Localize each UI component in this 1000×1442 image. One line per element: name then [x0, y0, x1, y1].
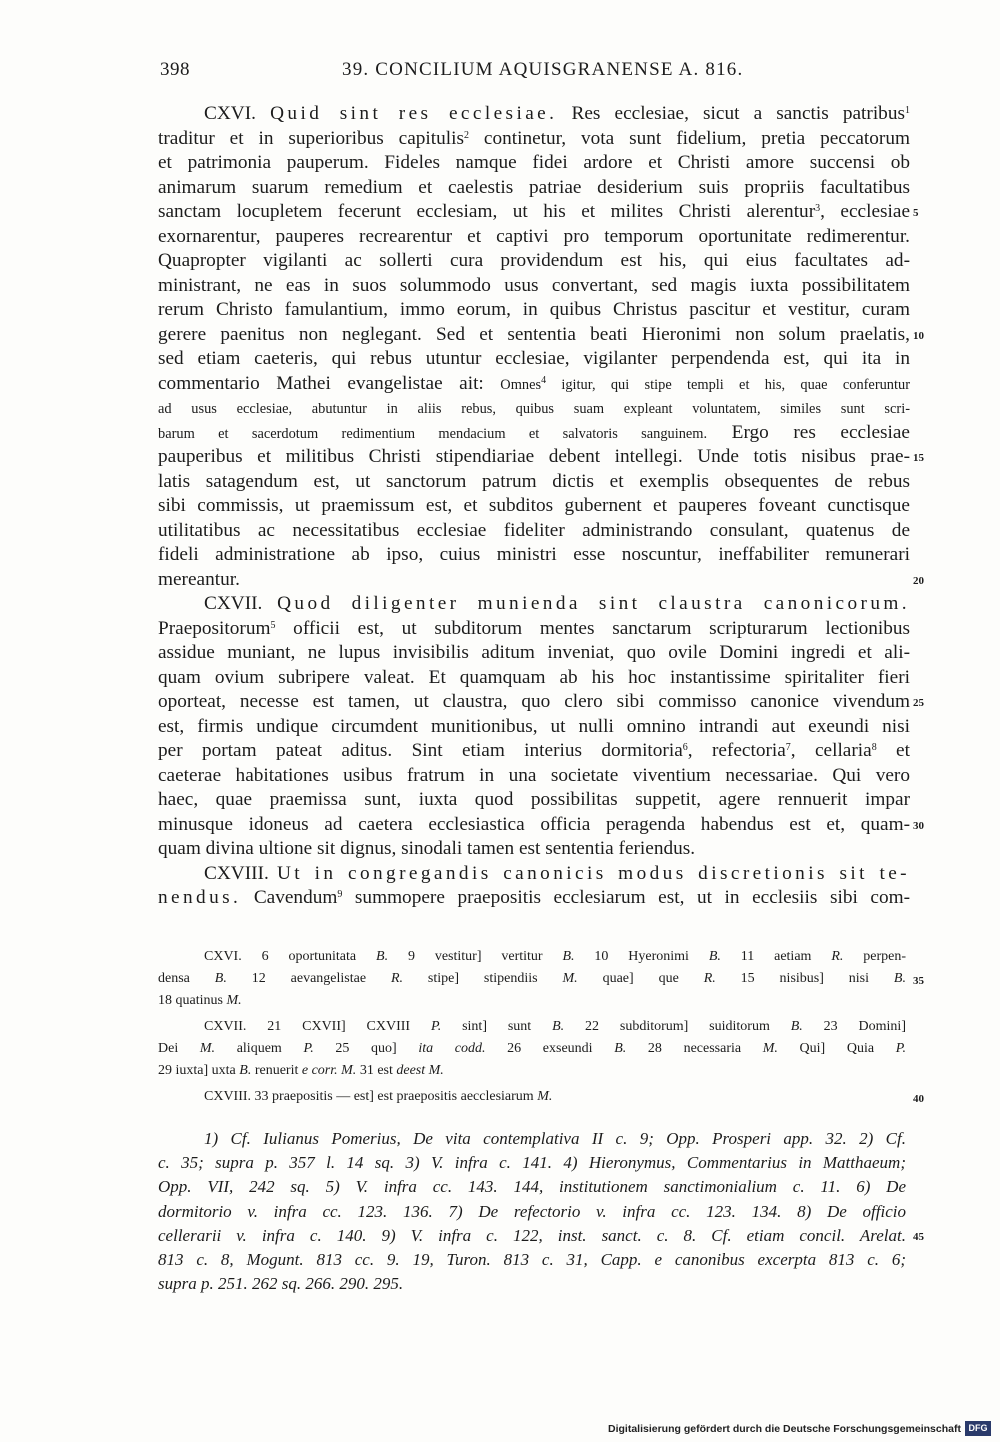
text-line: [158, 249, 910, 274]
text-segment: exornarentur, pauperes recrearentur et captivi pro temporum oportunitate redimerentur.: [158, 225, 910, 247]
text-segment: per portam pateat aditus. Sint etiam interius dormitoria: [158, 740, 683, 761]
text-line: [158, 421, 910, 446]
text-segment: 1): [204, 1129, 231, 1148]
text-segment: officii est, ut subditorum mentes sanctarum scripturarum lectionibus: [275, 617, 910, 639]
text-line: [158, 862, 910, 887]
text-segment: R.: [831, 949, 844, 964]
quotation-text: igitur, qui stipe templi et his, quae conferuntur: [546, 376, 910, 393]
text-line: [158, 127, 910, 152]
text-segment: CXVII.: [204, 593, 278, 614]
text-segment: c. 35; supra p. 357 l. 14 sq. 3) V. infra c. 141. 4) Hieronymus, Commentarius in Matthaeum;: [158, 1153, 906, 1173]
chapter-heading: nendus.: [158, 887, 242, 908]
text-segment: M.: [341, 1063, 357, 1078]
text-segment: P.: [303, 1041, 314, 1056]
text-line: [158, 788, 910, 813]
running-head: 39. CONCILIUM AQUISGRANENSE A. 816.: [342, 59, 744, 80]
text-segment: sed etiam caeteris, qui rebus utuntur ecclesiae, vigilanter perpendenda est, qui ita in: [158, 348, 910, 369]
text-line: [158, 666, 910, 691]
text-segment: perpen-: [843, 949, 907, 964]
text-segment: Ergo res ecclesiae: [707, 421, 910, 443]
text-line: [158, 494, 910, 519]
text-segment: gerere paenitus non neglegant. Sed et sententia beati Hieronimi non solum praelatis,: [158, 323, 910, 345]
page-number: 398: [160, 59, 190, 80]
quotation-text: barum et sacerdotum redimentium mendacium et salvatoris sanguinem.: [158, 425, 708, 442]
text-segment: B.: [893, 971, 906, 986]
text-line: [158, 470, 910, 495]
text-segment: cellerarii v. infra c. 140. 9) V. infra c. 122, inst. sanct. c. 8. Cf. etiam concil. Arelat.: [158, 1225, 906, 1245]
line-number: 25: [913, 697, 924, 709]
text-segment: 22 subditorum] suiditorum: [564, 1019, 791, 1034]
chapter-heading: Quod diligenter munienda sint claustra canonicorum.: [277, 593, 910, 614]
text-segment: commentario Mathei evangelistae ait:: [158, 372, 501, 394]
text-line: [158, 323, 910, 348]
line-number: 10: [913, 329, 924, 342]
text-line: [158, 176, 910, 201]
text-segment: mereantur.: [158, 568, 240, 590]
text-line: [158, 739, 910, 764]
line-number: 40: [913, 1093, 924, 1105]
text-segment: est, firmis undique circumdent munitionibus, ut nulli omnino intrandi aut exeundi nisi: [158, 715, 910, 737]
text-segment: sint] sunt: [441, 1019, 553, 1034]
text-line: [158, 372, 910, 397]
text-segment: R.: [703, 971, 716, 986]
main-text: [158, 102, 910, 911]
chapter-heading: Quid sint res ecclesiae.: [270, 103, 558, 124]
text-segment: renuerit: [251, 1063, 302, 1078]
text-segment: 12 aevangelistae: [226, 971, 391, 986]
text-segment: animarum suarum remedium et caelestis patriae desiderium suis propriis facultatibus: [158, 176, 910, 198]
footnote-marker: 7: [785, 742, 791, 753]
text-line: [158, 102, 910, 127]
line-number: 20: [913, 574, 924, 587]
text-segment: 813 c. 8, Mogunt. 813 cc. 9. 19, Turon. 813 c. 31, Capp. e canonibus excerpta 813 c. 6;: [158, 1249, 906, 1269]
text-line: [158, 690, 910, 715]
text-segment: 28 necessaria: [626, 1041, 763, 1056]
text-segment: B.: [376, 949, 389, 964]
text-line: [158, 641, 910, 666]
footnote-marker: 6: [682, 742, 688, 753]
text-segment: M.: [199, 1041, 216, 1056]
text-line: [158, 200, 910, 225]
footnote-line: [158, 1200, 906, 1224]
footnote-marker: 1: [904, 105, 910, 116]
text-segment: e corr.: [301, 1063, 338, 1078]
apparatus-line: [158, 990, 906, 1012]
text-segment: B.: [562, 949, 575, 964]
text-segment: 29 iuxta] uxta: [158, 1063, 240, 1078]
text-segment: Cavendum: [241, 887, 338, 908]
apparatus-line: [158, 1038, 906, 1060]
dfg-logo-icon: DFG: [965, 1421, 991, 1436]
text-segment: B.: [790, 1019, 803, 1034]
line-number: 35: [913, 975, 924, 987]
footnote-marker: 2: [463, 129, 469, 141]
text-segment: assidue muniant, ne lupus invisibilis aditum inveniat, quo ovile Domini ingredi et ali-: [158, 642, 910, 663]
text-line: [158, 298, 910, 323]
footnote-marker: 8: [871, 742, 877, 753]
critical-apparatus: [158, 946, 906, 1108]
text-segment: et: [876, 740, 910, 761]
text-segment: 10 Hyeronimi: [574, 949, 709, 964]
text-segment: B.: [214, 971, 227, 986]
text-line: [158, 445, 910, 470]
text-segment: CXVI. 6 oportunitata: [204, 949, 377, 964]
text-segment: M.: [428, 1063, 444, 1078]
text-segment: ministrant, ne eas in suos solummodo usus convertant, sed magis iuxta possibilitatem: [158, 274, 910, 296]
text-segment: , refectoria: [687, 740, 786, 761]
text-segment: B.: [708, 949, 721, 964]
text-segment: 25 quo]: [313, 1041, 419, 1056]
footnote-line: [158, 1175, 906, 1199]
footnote-marker: 3: [815, 203, 821, 214]
text-segment: sibi commissis, ut praemissum est, et subditos gubernent et pauperes foveant cunctisque: [158, 495, 910, 516]
text-line: [158, 813, 910, 838]
text-segment: Cf. Iulianus Pomerius, De vita contemplativa II c. 9; Opp. Prosperi app. 32. 2) Cf.: [230, 1129, 906, 1148]
text-line: [158, 225, 910, 250]
text-segment: M.: [562, 971, 578, 986]
text-segment: 11 aetiam: [720, 949, 832, 964]
apparatus-line: [158, 1086, 906, 1108]
text-segment: 23 Domini]: [802, 1019, 906, 1034]
line-number: 45: [913, 1230, 924, 1243]
text-segment: traditur et in superioribus capitulis: [158, 127, 464, 149]
footnote-line: [158, 1127, 906, 1151]
text-segment: quam divina ultione sit dignus, sinodali tamen est sententia feriendus.: [158, 838, 696, 859]
text-segment: latis satagendum est, ut sanctorum patrum dictis et exemplis obsequentes de rebus: [158, 470, 910, 492]
text-segment: ita codd.: [418, 1041, 486, 1056]
footnote-marker: 4: [541, 374, 547, 386]
text-segment: Opp. VII, 242 sq. 5) V. infra cc. 143. 144, institutionem sanctimonialium c. 11. 6) De: [158, 1177, 906, 1197]
text-line: [158, 715, 910, 740]
text-segment: et patrimonia pauperum. Fideles namque fidei ardore et Christi amore succensi ob: [158, 152, 910, 173]
text-segment: B.: [552, 1019, 565, 1034]
text-segment: haec, quae praemissa sunt, iuxta quod possibilitas suppetit, agere rennuerit impar: [158, 789, 910, 810]
text-segment: R.: [390, 971, 404, 986]
text-segment: pauperibus et militibus Christi stipendiariae debent intellegi. Unde totis nisibus prae-: [158, 446, 910, 467]
text-segment: CXVIII. 33 praepositis — est] est praepositis aecclesiarum: [204, 1089, 538, 1104]
footnote-line: [158, 1272, 906, 1296]
text-segment: deest: [396, 1063, 426, 1078]
text-line: [158, 151, 910, 176]
text-segment: CXVI.: [204, 103, 271, 124]
footnote-line: [158, 1151, 906, 1175]
text-segment: quae] que: [577, 971, 704, 986]
text-segment: 31 est: [356, 1063, 397, 1078]
text-segment: Praepositorum: [158, 617, 271, 639]
text-line: [158, 764, 910, 789]
text-segment: Qui] Quia: [777, 1041, 896, 1056]
text-segment: minusque idoneus ad caetera ecclesiastica officia peragenda habendus est et, quam-: [158, 813, 910, 835]
text-segment: summopere praepositis ecclesiarum est, ut in ecclesiis sibi com-: [342, 887, 910, 908]
text-line: [158, 568, 910, 593]
source-footnotes: [158, 1127, 906, 1296]
text-segment: stipe] stipendiis: [403, 971, 563, 986]
line-number: 5: [913, 207, 919, 219]
apparatus-line: [158, 1060, 906, 1082]
apparatus-line: [158, 946, 906, 968]
text-segment: , cellaria: [790, 740, 872, 761]
text-segment: densa: [158, 971, 215, 986]
line-number: 30: [913, 819, 924, 832]
text-line: [158, 592, 910, 617]
text-segment: utilitatibus ac necessitatibus ecclesiae fideliter administrando consulant, quatenus de: [158, 519, 910, 541]
text-line: [158, 274, 910, 299]
text-line: [158, 837, 910, 862]
text-segment: B.: [239, 1063, 252, 1078]
text-segment: Quapropter vigilanti ac sollerti cura providendum est his, qui eius facultates ad-: [158, 250, 910, 271]
quotation-text: ad usus ecclesiae, abutuntur in aliis rebus, quibus suam expleant voluntatem, similes sunt scri-: [158, 401, 910, 417]
text-segment: 15 nisibus] nisi: [715, 971, 894, 986]
text-line: [158, 347, 910, 372]
text-segment: aliquem: [215, 1041, 304, 1056]
quotation-text: Omnes: [500, 376, 542, 393]
text-segment: CXVIII.: [204, 862, 277, 884]
text-segment: CXVII. 21 CXVII] CXVIII: [204, 1019, 431, 1034]
text-line: [158, 519, 910, 544]
footnote-line: [158, 1224, 906, 1248]
text-segment: , ecclesiae: [820, 201, 910, 222]
apparatus-line: [158, 1016, 906, 1038]
text-segment: Dei: [158, 1041, 200, 1056]
text-segment: sanctam locupletem fecerunt ecclesiam, ut his et milites Christi alerentur: [158, 201, 816, 222]
dfg-credit: Digitalisierung gefördert durch die Deutsche Forschungsgemeinschaft: [608, 1423, 961, 1435]
footnote-line: [158, 1248, 906, 1272]
text-segment: continetur, vota sunt fidelium, pretia peccatorum: [468, 127, 910, 149]
text-line: [158, 543, 910, 568]
text-segment: Res ecclesiae, sicut a sanctis patribus: [557, 103, 905, 124]
text-segment: dormitorio v. infra cc. 123. 136. 7) De refectorio v. infra cc. 123. 134. 8) De officio: [158, 1201, 906, 1221]
line-number: 15: [913, 452, 924, 464]
text-segment: P.: [430, 1019, 442, 1034]
text-segment: quam ovium subripere valeat. Et quamquam ab his hoc instantissime spiritaliter fieri: [158, 666, 910, 688]
text-segment: caeterae habitationes usibus fratrum in una societate viventium necessariae. Qui vero: [158, 764, 910, 786]
text-segment: M.: [226, 993, 242, 1008]
apparatus-line: [158, 968, 906, 990]
text-segment: fideli administratione ab ipso, cuius ministri esse noscuntur, ineffabiliter remunerari: [158, 544, 910, 565]
text-segment: B.: [614, 1041, 627, 1056]
text-segment: rerum Christo famulantium, immo eorum, in quibus Christus pascitur et vestitur, curam: [158, 299, 910, 320]
footnote-marker: 9: [337, 889, 343, 900]
text-segment: M.: [762, 1041, 778, 1056]
footnote-marker: 5: [270, 619, 276, 631]
text-segment: 9 vestitur] vertitur: [388, 949, 563, 964]
text-segment: supra p. 251. 262 sq. 266. 290. 295.: [158, 1274, 404, 1294]
text-segment: oporteat, necesse est tamen, ut claustra, quo clero sibi commisso canonice vivendum: [158, 691, 910, 712]
text-segment: P.: [895, 1041, 906, 1056]
text-line: [158, 617, 910, 642]
text-line: [158, 886, 910, 911]
text-segment: 26 exseundi: [485, 1041, 615, 1056]
chapter-heading: Ut in congregandis canonicis modus discretionis sit te-: [276, 862, 910, 884]
text-segment: 18 quatinus: [158, 993, 227, 1008]
text-line: [158, 396, 910, 421]
text-segment: M.: [537, 1089, 553, 1104]
